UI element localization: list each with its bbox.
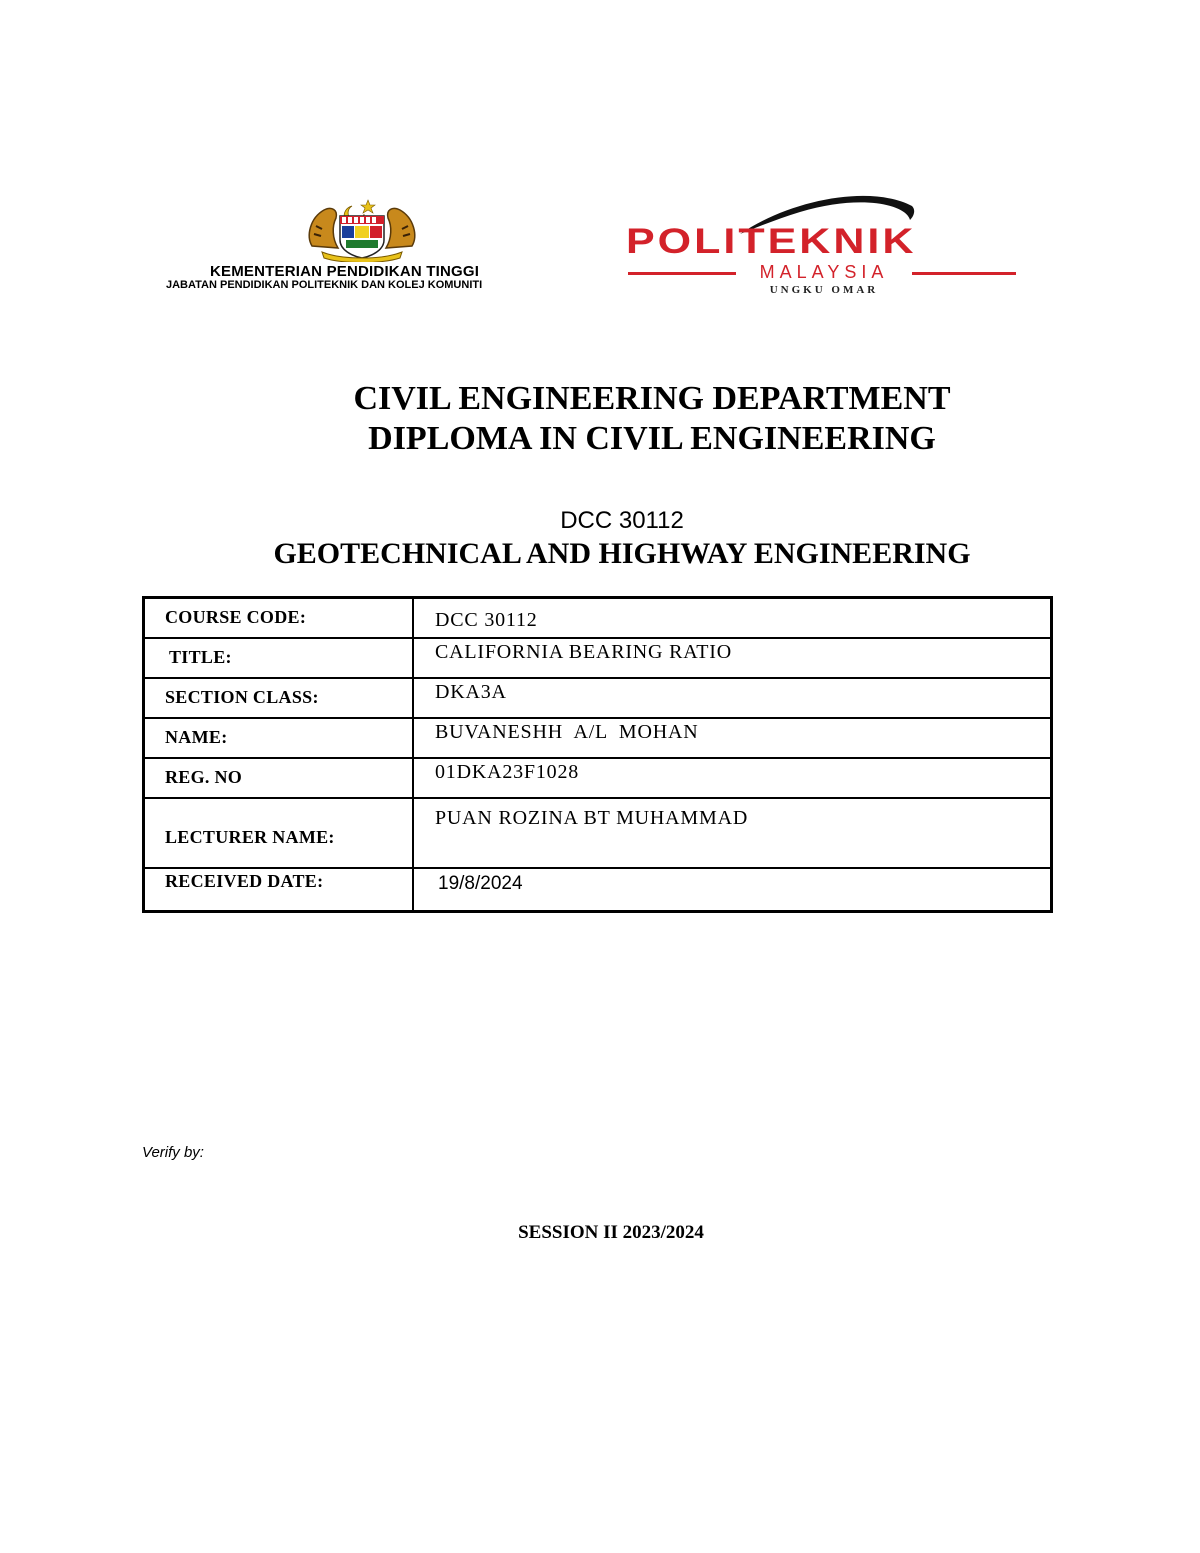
lecturer-name-label: LECTURER NAME: [144, 798, 414, 868]
section-class-value: DKA3A [413, 678, 1052, 718]
received-date-value: 19/8/2024 [413, 868, 1052, 912]
course-code-label: COURSE CODE: [144, 598, 414, 638]
session-label: SESSION II 2023/2024 [518, 1222, 704, 1243]
table-row [144, 638, 1052, 678]
table-row [144, 868, 1052, 912]
ministry-logo [160, 196, 560, 296]
table-row [144, 678, 1052, 718]
section-class-label: SECTION CLASS: [144, 678, 414, 718]
logo-rule-left [628, 272, 736, 275]
politeknik-wordmark: POLITEKNIK [626, 222, 917, 262]
name-value: BUVANESHH A/L MOHAN [413, 718, 1052, 758]
course-code-heading: DCC 30112 [560, 507, 684, 534]
course-name-heading: GEOTECHNICAL AND HIGHWAY ENGINEERING [273, 537, 971, 570]
verify-by-label: Verify by: [142, 1144, 204, 1161]
title-value: CALIFORNIA BEARING RATIO [413, 638, 1052, 678]
ministry-department: JABATAN PENDIDIKAN POLITEKNIK DAN KOLEJ KOMUNITI [166, 279, 483, 291]
table-row [144, 758, 1052, 798]
table-row [144, 598, 1052, 638]
name-label: NAME: [144, 718, 414, 758]
title-label: TITLE: [144, 638, 414, 678]
reg-no-label: REG. NO [144, 758, 414, 798]
malaysia-coat-of-arms-icon [302, 196, 422, 262]
ministry-name: KEMENTERIAN PENDIDIKAN TINGGI [210, 263, 480, 280]
politeknik-country: MALAYSIA [759, 262, 889, 282]
table-row [144, 798, 1052, 868]
lecturer-name-value: PUAN ROZINA BT MUHAMMAD [413, 798, 1052, 868]
logo-rule-right [912, 272, 1016, 275]
submission-info-table [142, 596, 1053, 913]
department-title: CIVIL ENGINEERING DEPARTMENT [353, 380, 951, 417]
politeknik-campus: UNGKU OMAR [769, 284, 879, 296]
received-date-label: RECEIVED DATE: [144, 868, 414, 912]
course-code-value: DCC 30112 [413, 598, 1052, 638]
politeknik-logo [620, 186, 1020, 298]
reg-no-value: 01DKA23F1028 [413, 758, 1052, 798]
table-row [144, 718, 1052, 758]
diploma-title: DIPLOMA IN CIVIL ENGINEERING [368, 420, 936, 457]
